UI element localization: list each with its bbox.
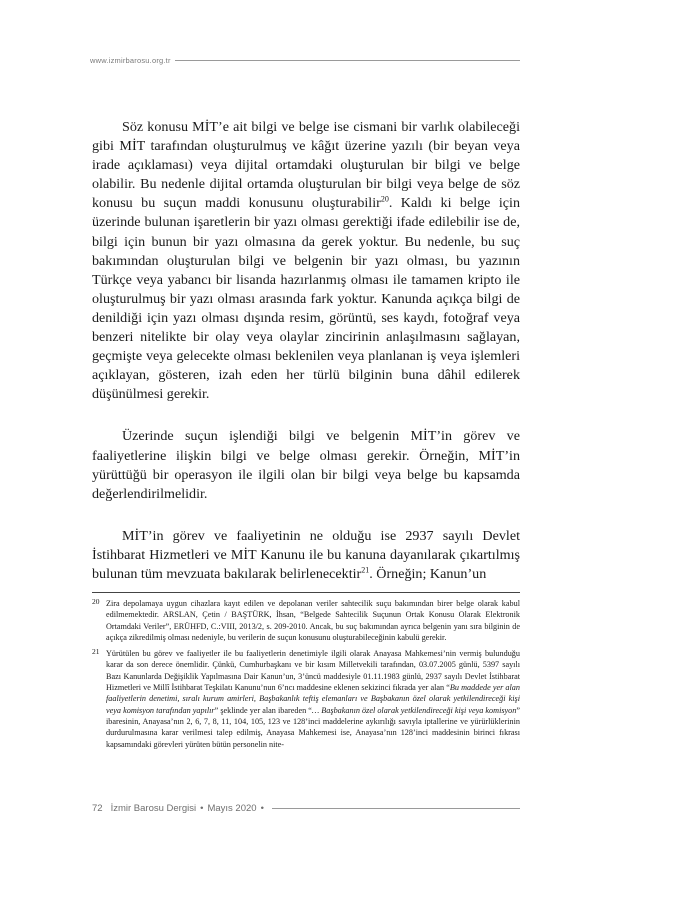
paragraph-1-text-after: . Kaldı ki belge için üzerinde bulunan işaretlerin bir yazı olması gerektiği ifade edilebilir ise de, bilgi için bunun bir yazı olmasına da gerek yoktur. Bu nedenle, bu suç bakımından oluşturulan bilgi ve belgenin bir yazı olması, bu yazının Türkçe veya yabancı bir lisanda hazırlanmış olması ile tamamen kripto ile oluşturulmuş bir yazı olması arasında fark yoktur. Kanunda açıkça bilgi de denildiği için yazı olması dışında resim, görüntü, ses kaydı, fotoğraf veya benzeri nitelikte bir olay veya olaylar zincirinin anlaşılmasını sağlayan, geçmişte veya gelecekte olması beklenilen veya planlanan iş veya işlemleri açıklayan, gösteren, izah eden her türlü bilginin buna dâhil edilerek düşünülmesi gerekir. <box>92 195 521 403</box>
paragraph-1-text: Söz konusu MİT’e ait bilgi ve belge ise cismani bir varlık olabileceği gibi MİT tarafından oluşturulmuş ve kâğıt üzerine yazılı (bir beyan veya irade açıklaması) veya dijital ortamdaki oluşturulan bir bilgi ve belge olabilir. Bu nedenle dijital ortamda oluşturulan bir bilgi veya belge de söz konusu bu suçun maddi konusunu oluşturabilir <box>92 119 520 212</box>
page-header <box>90 56 520 65</box>
footnote-ref-21[interactable]: 21 <box>361 565 370 575</box>
paragraph-3-text-after: . Örneğin; Kanun’un <box>369 565 487 582</box>
footer-separator: • <box>200 803 204 814</box>
header-url[interactable]: www.izmirbarosu.org.tr <box>90 56 171 65</box>
footnote-divider <box>92 592 520 593</box>
footnote-text-part: ” ibaresinin, Anayasa’nın 2, 6, 7, 8, 11, 104, 105, 123 ve 128’inci maddelerine aykırılığı savıyla iptallerine ve yürürlüklerinin durdurulmasına karar verilmesi talep edilmiş, Anayasa Mahkemesi ise, Anayasa’nın 128’inci maddesinin birinci fıkrası kapsamındaki görevleri yürüten bütün personelin nite- <box>106 705 520 749</box>
paragraph-2-text: Üzerinde suçun işlendiği bilgi ve belgenin MİT’in görev ve faaliyetlerine ilişkin bilgi ve belge olması gerekir. Örneğin, MİT’in yürüttüğü bir operasyon ile ilgili olan bir bilgi veya belge bu kapsamda değerlendirilmelidir. <box>92 428 520 502</box>
footnote-text-part: Yürütülen bu görev ve faaliyetler ile bu faaliyetlerin denetimiyle ilgili olarak Anayasa Mahkemesi’nin vermiş bulunduğu karar da son derece önemlidir. Çünkü, Cumhurbaşkanı ve bir kısım Milletvekili tarafından, 03.07.2005 günlü, 5397 sayılı Bazı Kanunlarda Değişiklik Yapılmasına Dair Kanun’un, 3’üncü maddesiyle 01.11.1983 günlü, 2937 sayılı Devlet İstihbarat Hizmetleri ve Millî İstihbarat Teşkilatı Kanunu’nun 6’ncı maddesine eklenen sekizinci fıkrada yer alan “ <box>106 649 520 693</box>
paragraph-3-text: MİT’in görev ve faaliyetinin ne olduğu ise 2937 sayılı Devlet İstihbarat Hizmetleri ve MİT Kanunu ile bu kanuna dayanılarak çıkartılmış bulunan tüm mevzuata bakılarak belirlenecektir <box>92 527 520 582</box>
footnote-ref-20[interactable]: 20 <box>380 194 389 204</box>
footnote-21 <box>92 648 520 750</box>
journal-name: İzmir Barosu Dergisi <box>110 803 197 814</box>
footnote-quote: Bu maddede yer alan faaliyetlerin denetimi, sıralı kurum amirleri, Başbakanlık teftiş elemanları ve Başbakanın özel olarak yetkilendireceği kişi veya komisyon tarafından yapılır <box>106 683 520 715</box>
paragraph-1 <box>92 118 520 404</box>
footnote-quote: … Başbakanın özel olarak yetkilendireceği kişi veya komisyon <box>311 705 517 715</box>
paragraph-2 <box>92 427 520 503</box>
footnote-text-part: ” şeklinde yer alan ibareden “ <box>214 705 312 715</box>
issue-date: Mayıs 2020 <box>207 803 257 814</box>
paragraph-3 <box>92 527 520 584</box>
body-text <box>92 118 520 607</box>
footnote-number: 20 <box>92 597 100 606</box>
page-footer <box>92 803 520 814</box>
footnote-text <box>106 648 520 750</box>
footnote-text: Zira depolamaya uygun cihazlara kayıt edilen ve depolanan veriler sahtecilik suçu bakımından birer belge olarak kabul edilmemektedir. ARSLAN, Çetin / BAŞTÜRK, İhsan, “Belgede Sahtecilik Suçunun Ortak Konusu Olarak Elektronik Ortamdaki Veriler”, ERÜHFD, C.:VIII, 2013/2, s. 209-2010. Ancak, bu suç bakımından ayrıca belgenin yanı sıra bilginin de açıkça zikredilmiş olması nedeniyle, bu verilerin de suçun konusunu oluşturabileceğinin kabulü gerekir. <box>106 599 520 642</box>
footer-separator: • <box>260 803 264 814</box>
page-number: 72 <box>92 803 103 814</box>
footnote-20 <box>92 598 520 643</box>
header-rule <box>175 60 520 61</box>
footnote-number: 21 <box>92 647 100 657</box>
footnotes <box>92 598 520 755</box>
footer-rule <box>272 808 520 809</box>
